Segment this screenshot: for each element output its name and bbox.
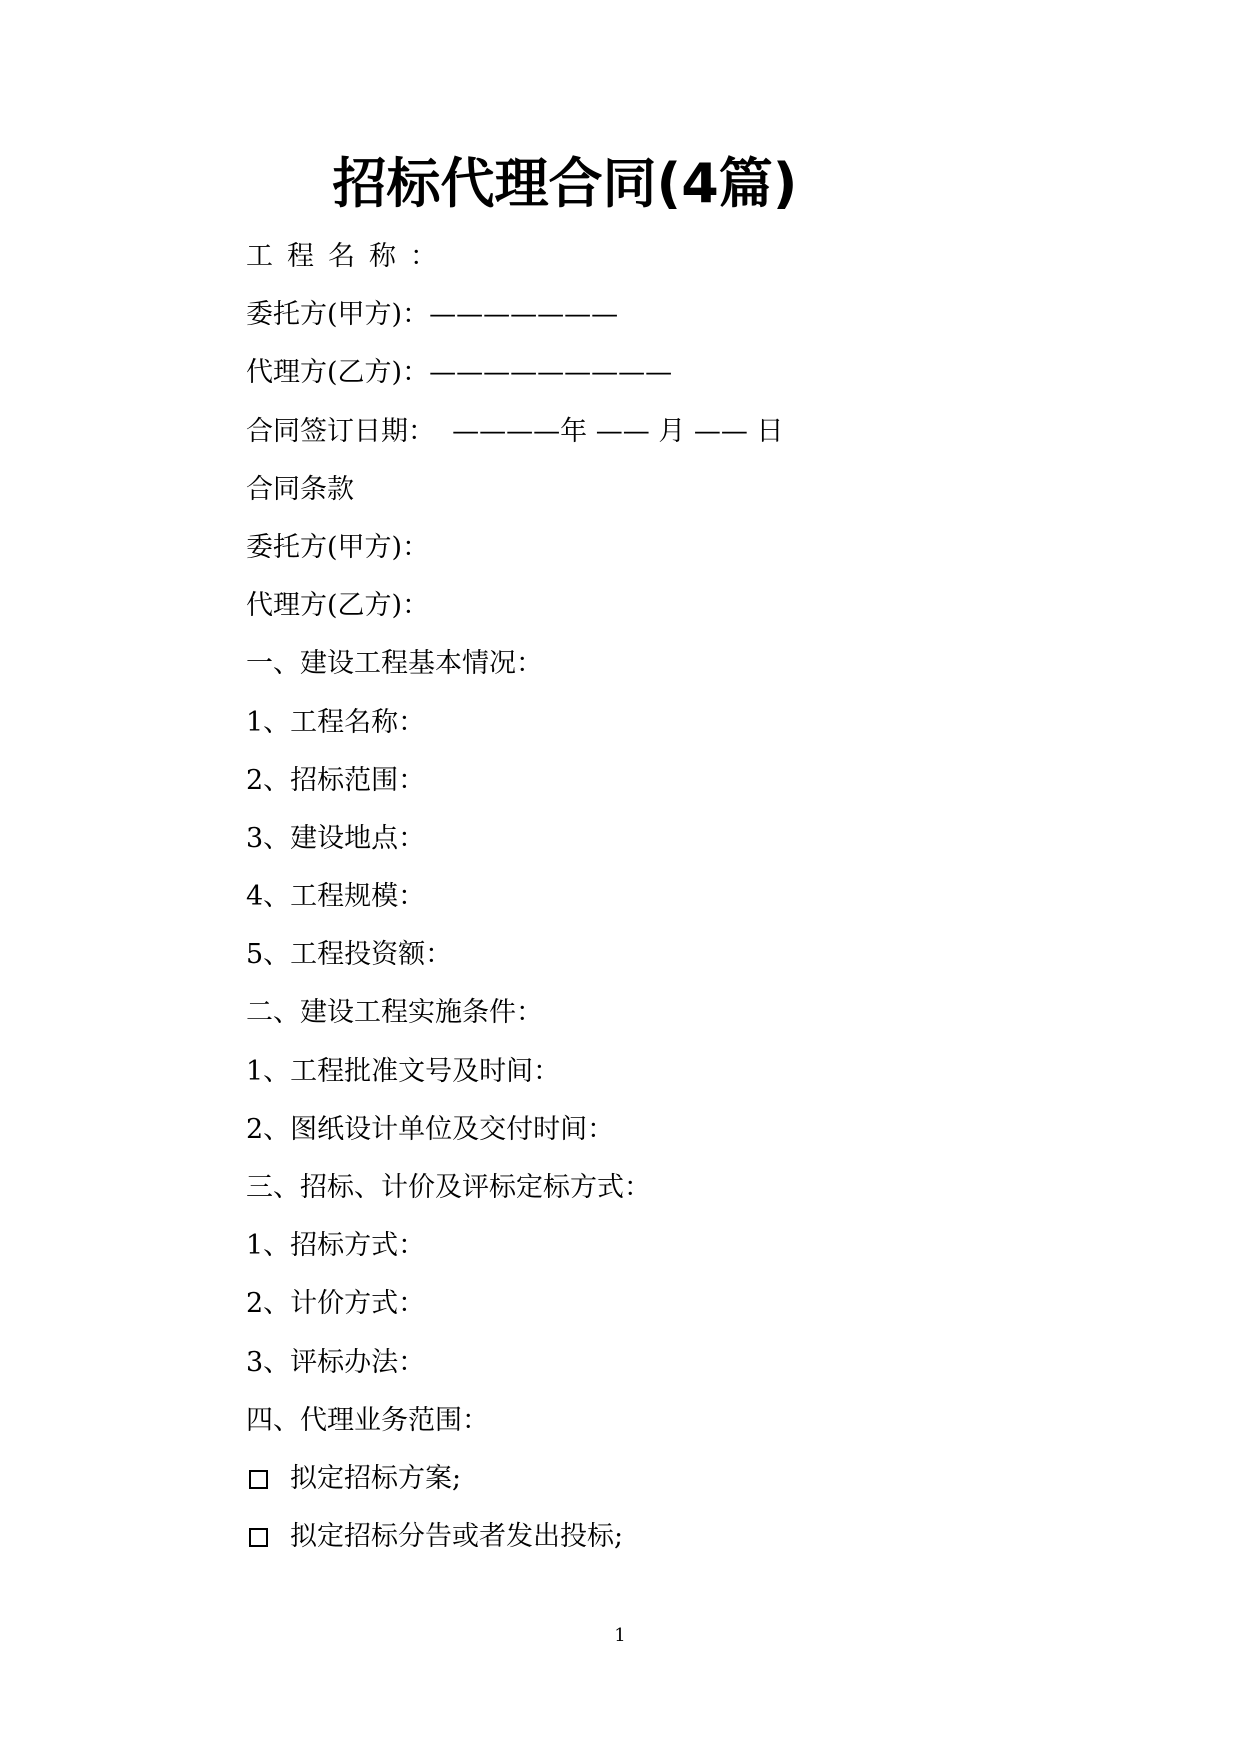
agent-party-line: 代理方(乙方)：————————— xyxy=(246,357,673,389)
agent-party-term: 代理方(乙方)： xyxy=(246,590,430,622)
document-body xyxy=(246,228,1146,1566)
section-3-item-3: 3、评标办法： xyxy=(246,1346,426,1378)
section-2-item-2: 2、图纸设计单位及交付时间： xyxy=(246,1113,615,1145)
checkbox-item xyxy=(246,1450,1146,1508)
contract-terms-heading: 合同条款 xyxy=(246,473,354,505)
section-3-heading: 三、招标、计价及评标定标方式： xyxy=(246,1172,651,1203)
section-2-heading: 二、建设工程实施条件： xyxy=(246,997,543,1029)
page-number: 1 xyxy=(614,1625,626,1646)
checkbox-icon[interactable] xyxy=(249,1470,268,1489)
section-1-item-5: 5、工程投资额： xyxy=(246,939,453,971)
checkbox-item-label: 拟定招标分告或者发出投标; xyxy=(290,1521,624,1553)
section-3-item-2: 2、计价方式： xyxy=(246,1288,426,1320)
section-1-heading: 一、建设工程基本情况： xyxy=(246,648,543,680)
checkbox-item-label: 拟定招标方案; xyxy=(290,1463,462,1495)
section-4-heading: 四、代理业务范围： xyxy=(246,1404,489,1436)
signing-date-line: 合同签订日期： ————年 —— 月 —— 日 xyxy=(246,415,784,447)
section-3-item-1: 1、招标方式： xyxy=(246,1230,426,1262)
document-title: 招标代理合同(4篇) xyxy=(332,152,798,215)
client-party-line: 委托方(甲方)：——————— xyxy=(246,299,619,331)
checkbox-icon[interactable] xyxy=(249,1528,268,1547)
section-2-item-1: 1、工程批准文号及时间： xyxy=(246,1055,561,1087)
section-1-item-1: 1、工程名称： xyxy=(246,706,426,738)
checkbox-item xyxy=(246,1508,1146,1566)
client-party-term: 委托方(甲方)： xyxy=(246,531,430,563)
section-1-item-4: 4、工程规模： xyxy=(246,881,426,913)
project-name-line: 工程名称： xyxy=(246,241,451,272)
section-1-item-3: 3、建设地点： xyxy=(246,822,426,854)
section-1-item-2: 2、招标范围： xyxy=(246,764,426,796)
